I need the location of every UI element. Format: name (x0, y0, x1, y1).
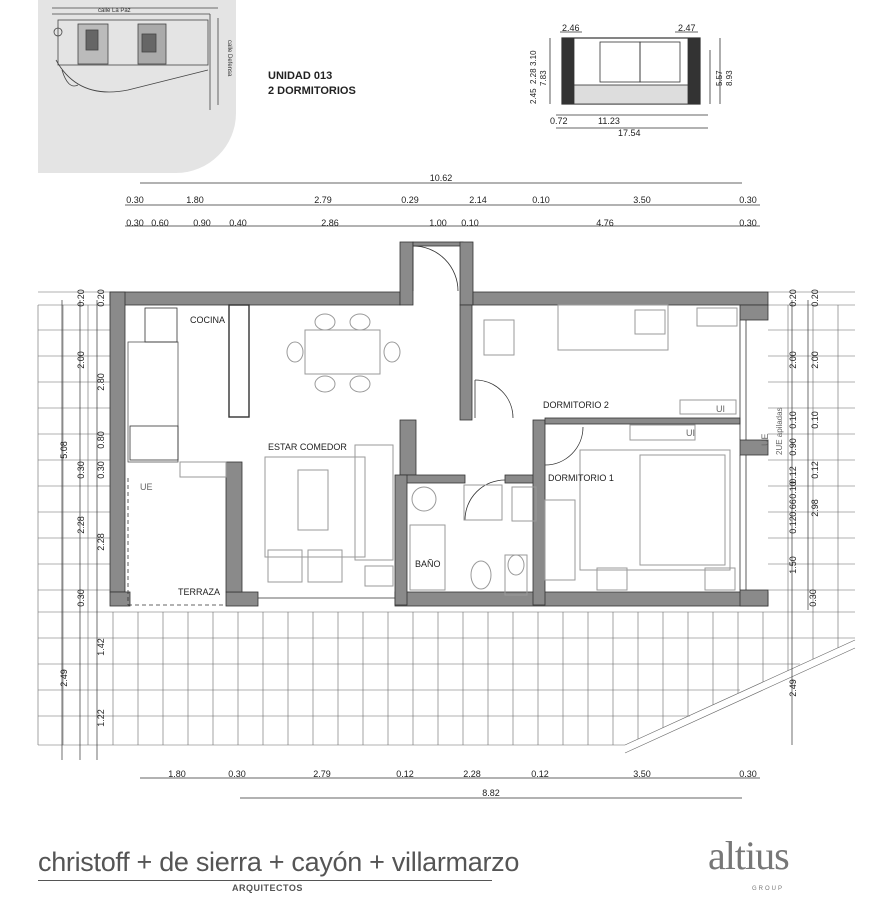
dim-top-r1-0: 0.30 (126, 195, 144, 205)
dim-right-c1-9: 0.30 (808, 589, 818, 607)
mini-bottom-1: 0.72 (550, 116, 568, 126)
dim-top-r2-3: 0.40 (229, 218, 247, 228)
dim-top-r1-3: 0.29 (401, 195, 419, 205)
dim-right-c1-7: 0.12 (788, 516, 798, 534)
keyplan-street-top: calle La Paz (98, 8, 131, 14)
dim-top-r2-4: 2.86 (321, 218, 339, 228)
dim-bot-r1-1: 0.30 (228, 769, 246, 779)
dim-bot-r1-6: 3.50 (633, 769, 651, 779)
dim-bot-r1-2: 2.79 (313, 769, 331, 779)
dim-right-c1-3: 0.90 (788, 438, 798, 456)
dim-left-c1-3: 2.28 (76, 516, 86, 534)
walls (110, 242, 768, 606)
dimension-lines (62, 183, 808, 798)
dim-left-outer-0: 5.08 (59, 441, 69, 459)
dim-left-c1-0: 0.20 (76, 289, 86, 307)
dim-left-c2-1: 2.80 (96, 373, 106, 391)
mini-bottom-3: 17.54 (618, 128, 641, 138)
ue-label-right: UE (760, 433, 770, 446)
dim-left-outer-1: 2.49 (59, 669, 69, 687)
dim-top-r2-6: 0.10 (461, 218, 479, 228)
dim-top-r1-2: 2.79 (314, 195, 332, 205)
room-dormitorio-2: DORMITORIO 2 (543, 400, 609, 410)
altius-logo: altius (708, 833, 789, 878)
dim-top-r2-5: 1.00 (429, 218, 447, 228)
dim-left-c1-4: 0.30 (76, 589, 86, 607)
dim-top-r2-0: 0.30 (126, 218, 144, 228)
dim-left-c1-1: 2.00 (76, 351, 86, 369)
dim-left-c2-4: 2.28 (96, 533, 106, 551)
dim-right-c1-5: 0.10 (788, 481, 798, 499)
dim-bot-r1-7: 0.30 (739, 769, 757, 779)
mini-left-1: 2.45 (529, 88, 538, 104)
dim-right-c1-0: 0.20 (788, 289, 798, 307)
altius-logo-sub: GROUP (752, 886, 785, 892)
dim-right-c1-2: 0.10 (788, 411, 798, 429)
dim-top-r2-7: 4.76 (596, 218, 614, 228)
mini-right-1: 5.57 (715, 70, 724, 86)
dim-left-c2-6: 1.22 (96, 709, 106, 727)
footer-divider (38, 880, 492, 881)
mini-left-2: 2.28 (529, 68, 538, 84)
architects-subtitle: ARQUITECTOS (232, 883, 303, 893)
dim-top-r1-1: 1.80 (186, 195, 204, 205)
dim-right-c2-4: 2.98 (810, 499, 820, 517)
dim-left-c2-0: 0.20 (96, 289, 106, 307)
dim-right-c1-6: 0.66 (788, 499, 798, 517)
dim-top-r2-2: 0.90 (193, 218, 211, 228)
ue-label-terrace: UE (140, 482, 153, 492)
architects-firm-name: christoff + de sierra + cayón + villarmarzo (38, 847, 520, 877)
keyplan-street-right: calle Defensa (226, 40, 232, 77)
dim-right-outer-0: 2.49 (788, 679, 798, 697)
room-bano: BAÑO (415, 559, 441, 569)
room-terraza: TERRAZA (178, 587, 221, 597)
dim-right-c1-8: 1.50 (788, 556, 798, 574)
ui-label-dorm2: UI (716, 404, 725, 414)
dim-top-r2-1: 0.60 (151, 218, 169, 228)
dim-right-c1-1: 2.00 (788, 351, 798, 369)
furniture (180, 305, 737, 595)
dim-right-c2-2: 0.10 (810, 411, 820, 429)
dim-top-r1-5: 0.10 (532, 195, 550, 205)
dim-bot-r1-4: 2.28 (463, 769, 481, 779)
unit-bedrooms: 2 DORMITORIOS (268, 85, 356, 97)
mini-bottom-2: 11.23 (598, 116, 620, 126)
dim-top-r1-4: 2.14 (469, 195, 487, 205)
dim-total-bottom: 8.82 (482, 788, 500, 798)
dim-left-c2-5: 1.42 (96, 638, 106, 656)
terrace-grid (38, 292, 855, 753)
room-estar-comedor: ESTAR COMEDOR (268, 442, 347, 452)
mini-right-2: 8.93 (725, 70, 734, 86)
dim-top-r2-8: 0.30 (739, 218, 757, 228)
mini-top-right: 2.47 (678, 23, 696, 33)
dim-total-top: 10.62 (429, 173, 453, 183)
mini-top-left: 2.46 (562, 23, 580, 33)
dim-bot-r1-5: 0.12 (531, 769, 549, 779)
mini-left-3: 3.10 (529, 50, 538, 66)
dim-left-c1-2: 0.30 (76, 461, 86, 479)
room-cocina: COCINA (190, 315, 226, 325)
dim-left-c2-3: 0.30 (96, 461, 106, 479)
dim-top-r1-7: 0.30 (739, 195, 757, 205)
dim-right-c2-1: 2.00 (810, 351, 820, 369)
dim-right-c1-4: 0.12 (788, 466, 798, 484)
dim-right-c2-0: 0.20 (810, 289, 820, 307)
dim-right-c2-3: 0.12 (810, 461, 820, 479)
unit-number: UNIDAD 013 (268, 70, 333, 82)
room-dormitorio-1: DORMITORIO 1 (548, 473, 614, 483)
dim-bot-r1-0: 1.80 (168, 769, 186, 779)
ue-apiladas-label: 2UE apiladas (775, 407, 784, 455)
dim-bot-r1-3: 0.12 (396, 769, 414, 779)
ui-label-dorm1: UI (686, 428, 695, 438)
mini-left-4: 7.83 (539, 70, 548, 86)
dim-top-r1-6: 3.50 (633, 195, 651, 205)
dim-left-c2-2: 0.80 (96, 431, 106, 449)
